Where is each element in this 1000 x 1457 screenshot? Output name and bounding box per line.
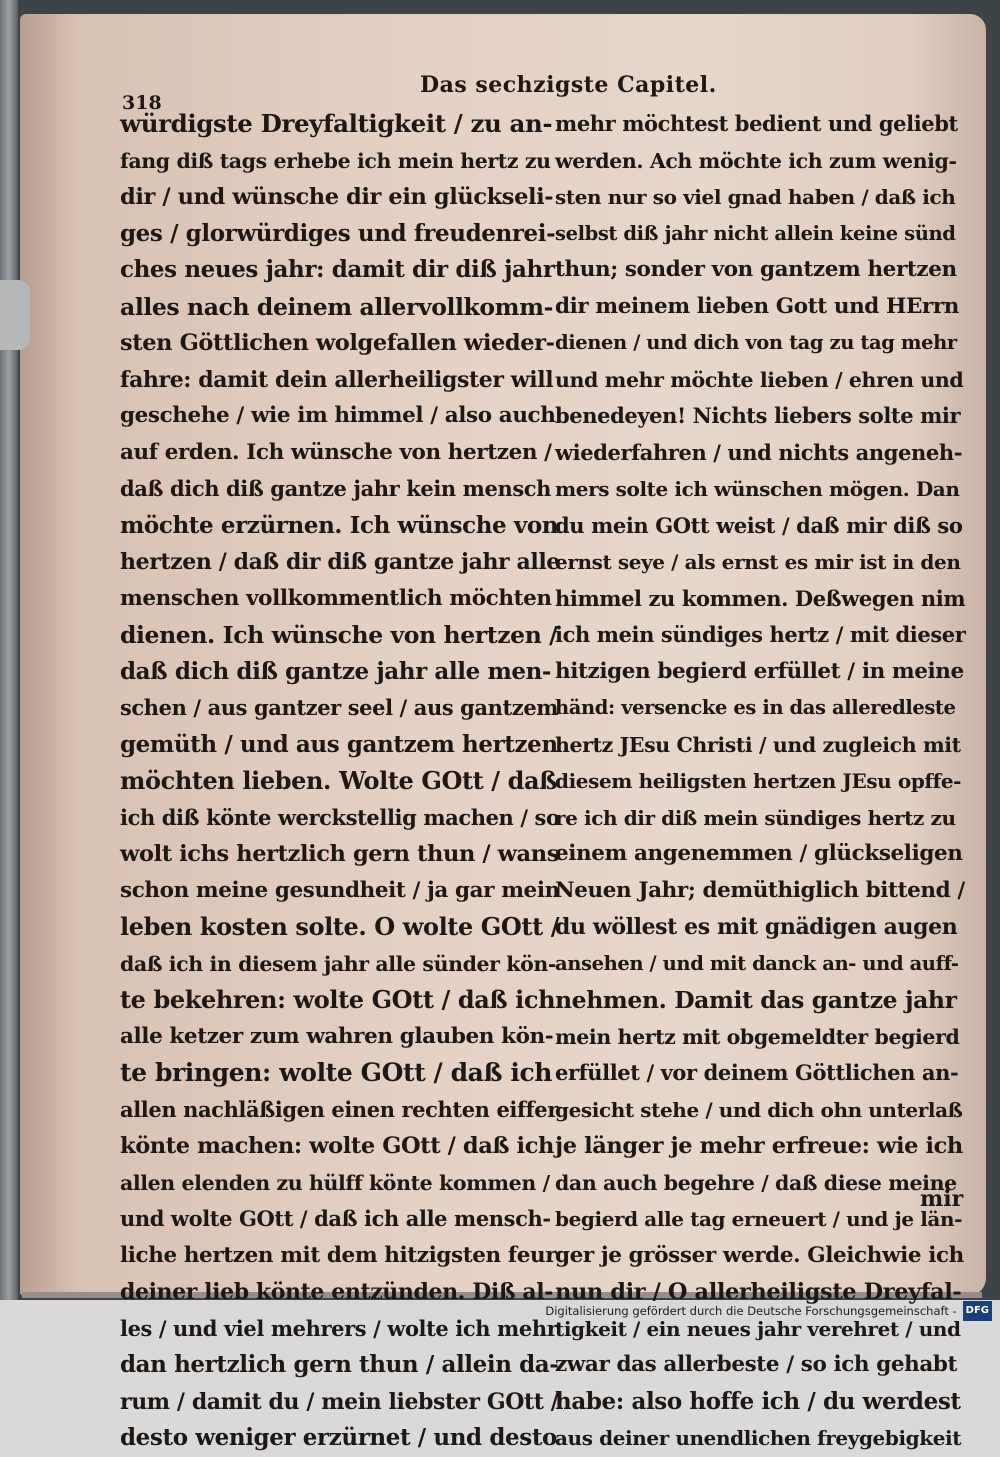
text-line: je länger je mehr erfreue: wie ich: [555, 1133, 963, 1159]
text-line: fang diß tags erhebe ich mein hertz zu: [120, 148, 551, 173]
text-line: gesicht stehe / und dich ohn unterlaß: [555, 1097, 963, 1122]
text-line: les / und viel mehrers / wolte ich mehr: [120, 1315, 558, 1341]
text-line: du wöllest es mit gnädigen augen: [555, 914, 958, 940]
text-line: werden. Ach möchte ich zum wenig-: [555, 148, 957, 173]
text-line: dir / und wünsche dir ein glückseli-: [120, 184, 554, 210]
text-line: dan auch begehre / daß diese meine: [555, 1170, 957, 1195]
text-line: nehmen. Damit das gantze jahr: [555, 986, 957, 1014]
text-line: würdigste Dreyfaltigkeit / zu an-: [120, 109, 553, 138]
text-line: liche hertzen mit dem hitzigsten feur: [120, 1242, 557, 1268]
text-line: erfüllet / vor deinem Göttlichen an-: [555, 1060, 959, 1085]
catchword: mir: [920, 1186, 964, 1212]
text-line: fahre: damit dein allerheiligster will: [120, 366, 554, 393]
text-line: dienen / und dich von tag zu tag mehr: [555, 331, 957, 354]
text-line: sten Göttlichen wolgefallen wieder-: [120, 330, 555, 356]
page-number: 318: [122, 92, 162, 114]
text-line: mers solte ich wünschen mögen. Dan: [555, 477, 960, 501]
text-line: zwar das allerbeste / so ich gehabt: [555, 1352, 958, 1377]
text-line: wolt ichs hertzlich gern thun / wans: [120, 841, 559, 867]
text-line: daß dich diß gantze jahr alle men-: [120, 657, 552, 685]
text-line: desto weniger erzürnet / und desto: [120, 1424, 557, 1451]
dfg-logo: DFG: [963, 1301, 992, 1321]
text-line: geschehe / wie im himmel / also auch: [120, 403, 556, 428]
text-line: dan hertzlich gern thun / allein da-: [120, 1351, 559, 1378]
text-line: schen / aus gantzer seel / aus gantzem: [120, 695, 559, 720]
text-line: himmel zu kommen. Deßwegen nim: [555, 585, 966, 611]
digitization-footer: [545, 1302, 992, 1320]
text-line: ger je grösser werde. Gleichwie ich: [555, 1242, 964, 1268]
text-line: begierd alle tag erneuert / und je län-: [555, 1207, 963, 1231]
text-line: nun dir / O allerheiligste Dreyfal-: [555, 1279, 962, 1305]
page-tab-marker: [0, 280, 30, 350]
text-line: und wolte GOtt / daß ich alle mensch-: [120, 1206, 551, 1231]
text-line: ges / glorwürdiges und freudenrei-: [120, 219, 556, 247]
text-line: habe: also hoffe ich / du werdest: [555, 1387, 961, 1415]
text-line: Neuen Jahr; demüthiglich bittend /: [555, 877, 965, 903]
book-spine-edge: [0, 0, 18, 1300]
text-line: wiederfahren / und nichts angeneh-: [555, 439, 963, 465]
text-line: alle ketzer zum wahren glauben kön-: [120, 1023, 554, 1049]
text-line: möchte erzürnen. Ich wünsche von: [120, 511, 559, 539]
text-line: menschen vollkommentlich möchten: [120, 585, 552, 611]
text-line: hertzen / daß dir diß gantze jahr alle: [120, 549, 560, 575]
text-line: alles nach deinem allervollkomm-: [120, 292, 553, 321]
text-line: dir meinem lieben Gott und HErrn: [555, 293, 960, 319]
text-line: allen elenden zu hülff könte kommen /: [120, 1170, 550, 1195]
text-line: gemüth / und aus gantzem hertzen: [120, 730, 558, 758]
text-line: te bekehren: wolte GOtt / daß ich: [120, 985, 556, 1014]
page-header: [100, 66, 960, 114]
text-line: und mehr möchte lieben / ehren und: [555, 367, 964, 392]
text-line: diesem heiligsten hertzen JEsu opffe-: [555, 769, 962, 793]
text-line: mehr möchtest bedient und geliebt: [555, 111, 958, 136]
text-line: thun; sonder von gantzem hertzen: [555, 257, 957, 282]
text-line: einem angenemmen / glückseligen: [555, 841, 963, 866]
text-line: händ: versencke es in das alleredleste: [555, 696, 956, 719]
running-title: Das sechzigste Capitel.: [420, 72, 717, 98]
text-line: ches neues jahr: damit dir diß jahr: [120, 256, 555, 283]
text-line: ernst seye / als ernst es mir ist in den: [555, 550, 961, 574]
text-line: könte machen: wolte GOtt / daß ich: [120, 1133, 554, 1159]
text-line: daß ich in diesem jahr alle sünder kön-: [120, 951, 556, 976]
text-line: hitzigen begierd erfüllet / in meine: [555, 658, 964, 684]
text-line: tigkeit / ein neues jahr verehret / und: [555, 1316, 961, 1341]
text-line: selbst diß jahr nicht allein keine sünd: [555, 221, 956, 245]
text-line: leben kosten solte. O wolte GOtt /: [120, 912, 560, 941]
text-line: schon meine gesundheit / ja gar mein: [120, 877, 560, 903]
text-line: ich mein sündiges hertz / mit dieser: [555, 622, 966, 647]
text-line: möchten lieben. Wolte GOtt / daß: [120, 766, 557, 795]
text-line: rum / damit du / mein liebster GOtt /: [120, 1388, 559, 1415]
text-line: ich diß könte werckstellig machen / so: [120, 804, 560, 830]
text-line: aus deiner unendlichen freygebigkeit: [555, 1426, 962, 1450]
text-line: du mein GOtt weist / daß mir diß so: [555, 512, 963, 538]
text-line: re ich dir diß mein sündiges hertz zu: [555, 805, 956, 830]
text-line: auf erden. Ich wünsche von hertzen /: [120, 439, 552, 465]
text-line: te bringen: wolte GOtt / daß ich: [120, 1058, 553, 1087]
text-line: deiner lieb könte entzünden. Diß al-: [120, 1279, 553, 1305]
text-column-left: [120, 106, 560, 1451]
text-line: sten nur so viel gnad haben / daß ich: [555, 185, 956, 209]
text-line: ansehen / und mit danck an- und auff-: [555, 951, 959, 975]
text-line: dienen. Ich wünsche von hertzen /: [120, 621, 558, 649]
funding-credit: Digitalisierung gefördert durch die Deutsche Forschungsgemeinschaft -: [545, 1304, 957, 1318]
text-line: allen nachläßigen einen rechten eiffer: [120, 1096, 558, 1122]
text-line: daß dich diß gantze jahr kein mensch: [120, 476, 552, 501]
text-line: benedeyen! Nichts liebers solte mir: [555, 403, 961, 428]
text-line: hertz JEsu Christi / und zugleich mit: [555, 732, 961, 757]
text-line: mein hertz mit obgemeldter begierd: [555, 1024, 960, 1049]
